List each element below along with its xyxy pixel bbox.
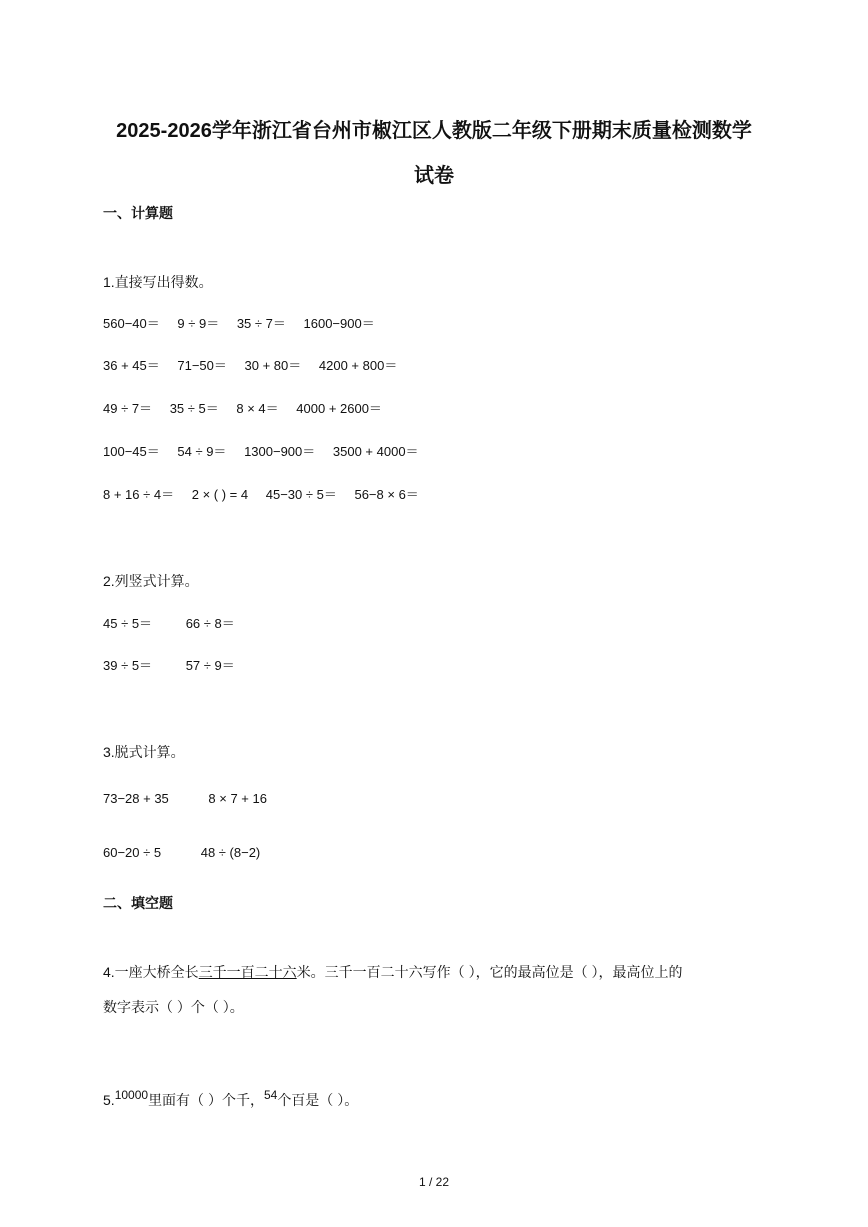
q2-row-1 [103,613,235,632]
page-title-continued: 试卷 [414,165,454,187]
q1-item: 100−45＝ [103,444,160,459]
question-4-line-2: 数字表示（ ）个（ ）。 [103,999,244,1015]
q3-item: 48 ÷ (8−2) [200,845,261,860]
q1-row-4 [103,441,419,460]
q5-value-2: 54 [263,1088,278,1102]
q1-item: 8 + 16 ÷ 4＝ [103,487,175,502]
q5-value-1: 10000 [114,1088,149,1102]
q1-item: 49 ÷ 7＝ [103,401,153,416]
q5-text-1: 里面有（ ）个千， [148,1092,264,1108]
q2-item: 66 ÷ 8＝ [185,616,235,631]
q1-item: 4000 + 2600＝ [296,401,382,416]
q1-item: 1600−900＝ [303,316,375,331]
q3-row-1 [103,791,267,806]
q2-item: 39 ÷ 5＝ [103,658,153,673]
q3-item: 8 × 7 + 16 [208,791,267,806]
q1-item: 71−50＝ [177,358,227,373]
q1-item: 560−40＝ [103,316,160,331]
q1-item: 2 × ( ) = 4 [191,487,249,502]
q2-row-2 [103,655,235,674]
q1-item: 30 + 80＝ [244,358,302,373]
q3-row-2 [103,845,260,860]
q1-item: 3500 + 4000＝ [332,444,419,459]
q1-item: 1300−900＝ [244,444,316,459]
question-1-prompt: 1.直接写出得数。 [103,274,213,290]
q1-item: 56−8 × 6＝ [354,487,419,502]
section-heading-fill-in: 二、填空题 [103,895,173,911]
question-3-prompt: 3.脱式计算。 [103,744,185,760]
question-4-line-1 [103,962,682,982]
q5-number: 5. [103,1092,115,1108]
q1-row-5 [103,484,419,503]
q3-item: 73−28 + 35 [103,791,169,806]
q1-item: 36 + 45＝ [103,358,160,373]
q1-item: 35 ÷ 7＝ [236,316,286,331]
q3-item: 60−20 ÷ 5 [103,845,162,860]
q1-row-3 [103,398,382,417]
q1-row-1 [103,313,375,332]
q2-item: 45 ÷ 5＝ [103,616,153,631]
q1-item: 8 × 4＝ [236,401,279,416]
question-2-prompt: 2.列竖式计算。 [103,573,199,589]
q4-text-pre: 4.一座大桥全长 [103,964,199,980]
q4-underlined-number: 三千一百二十六 [198,964,297,980]
section-heading-calculation: 一、计算题 [103,205,173,221]
q1-item: 4200 + 800＝ [318,358,398,373]
q2-item: 57 ÷ 9＝ [185,658,235,673]
q1-item: 9 ÷ 9＝ [177,316,220,331]
q1-item: 45−30 ÷ 5＝ [265,487,337,502]
q1-row-2 [103,355,397,374]
q4-text-post: 米。三千一百二十六写作（ ），它的最高位是（ ），最高位上的 [296,964,683,980]
page-number: 1 / 22 [418,1175,450,1189]
q1-item: 54 ÷ 9＝ [177,444,227,459]
q1-item: 35 ÷ 5＝ [169,401,219,416]
question-5 [103,1090,358,1110]
page-title: 2025-2026学年浙江省台州市椒江区人教版二年级下册期末质量检测数学 [116,120,752,142]
q5-text-2: 个百是（ ）。 [277,1092,359,1108]
